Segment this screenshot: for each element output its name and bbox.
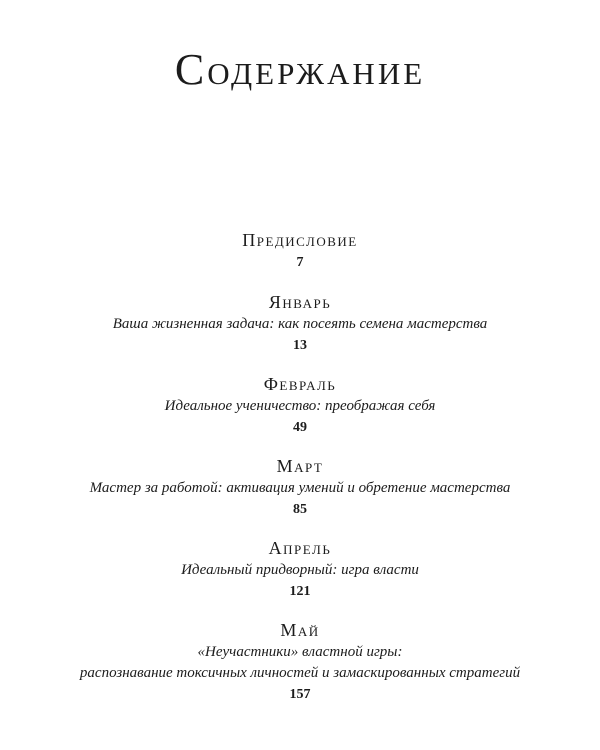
toc-entry-preface[interactable]	[0, 228, 600, 274]
page-number: 157	[289, 687, 311, 702]
chapter-subtitle-continued: распознавание токсичных личностей и замаскированных стратегий	[79, 665, 521, 681]
page-number: 7	[296, 255, 304, 270]
chapter-subtitle: Идеальный придворный: игра власти	[181, 562, 419, 578]
chapter-title: Январь	[268, 292, 332, 312]
page-number: 121	[289, 584, 311, 599]
toc-entry-may[interactable]	[0, 618, 600, 706]
chapter-subtitle: Мастер за работой: активация умений и обретение мастерства	[89, 480, 511, 496]
toc-entry-april[interactable]	[0, 536, 600, 603]
page-number: 49	[293, 420, 307, 435]
chapter-subtitle: Ваша жизненная задача: как посеять семена мастерства	[112, 316, 488, 332]
page-title: Содержание	[174, 45, 426, 94]
toc-entry-january[interactable]	[0, 290, 600, 357]
chapter-title: Февраль	[263, 374, 337, 394]
chapter-title: Март	[276, 456, 324, 476]
toc-entry-march[interactable]	[0, 454, 600, 521]
toc-entry-february[interactable]	[0, 372, 600, 439]
chapter-title: Май	[280, 620, 320, 640]
chapter-subtitle: «Неучастники» властной игры:	[197, 644, 403, 660]
chapter-title: Апрель	[268, 538, 332, 558]
chapter-title: Предисловие	[242, 230, 358, 250]
chapter-subtitle: Идеальное ученичество: преображая себя	[164, 398, 436, 414]
page-number: 85	[293, 502, 307, 517]
page-number: 13	[293, 338, 307, 353]
